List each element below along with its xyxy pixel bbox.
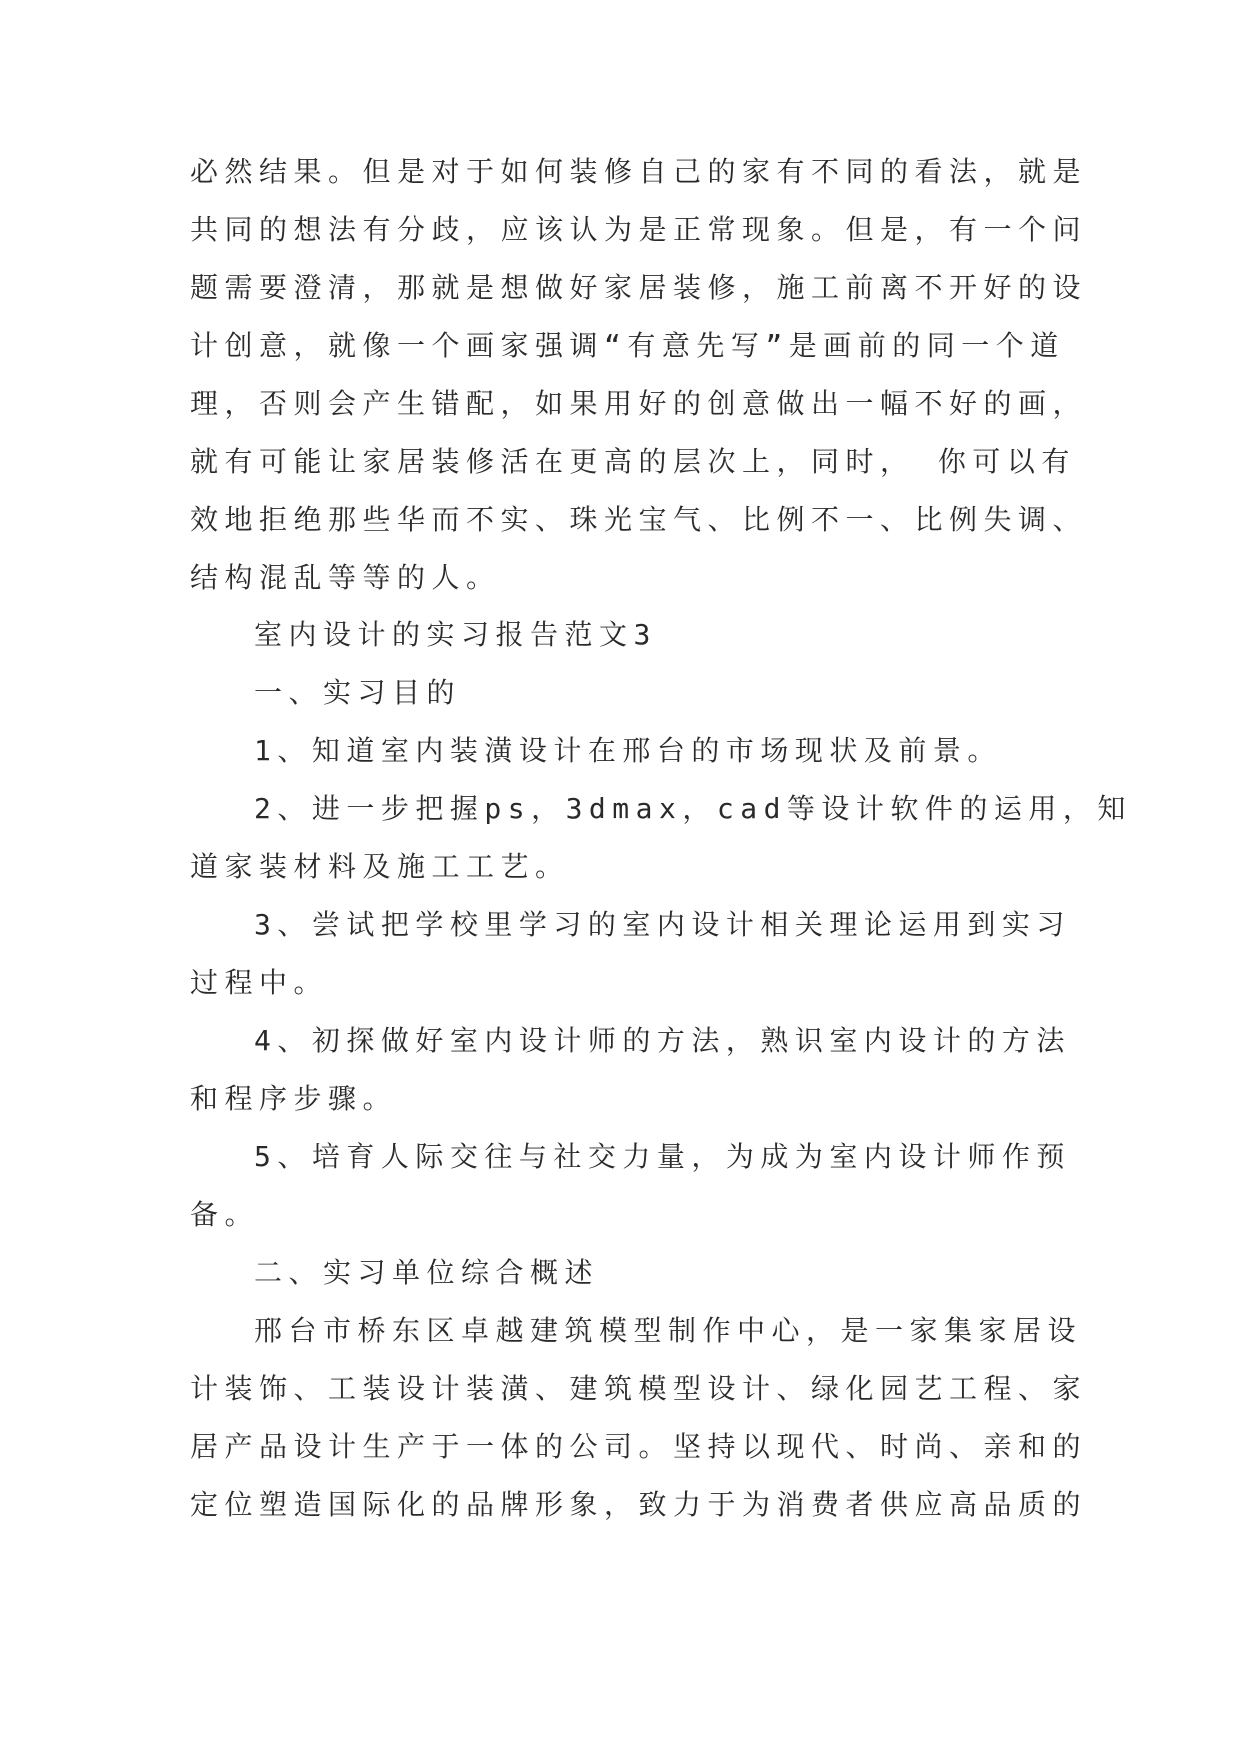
text-line: 计装饰、工装设计装潢、建筑模型设计、绿化园艺工程、家: [190, 1372, 1088, 1405]
text-line: 计创意，就像一个画家强调“有意先写”是画前的同一个道: [190, 329, 1065, 362]
section-heading: 一、实习目的: [254, 676, 462, 709]
text-line: 备。: [190, 1198, 260, 1231]
text-line: 理，否则会产生错配，如果用好的创意做出一幅不好的画，: [190, 387, 1088, 420]
text-line: 道家装材料及施工工艺。: [190, 850, 570, 883]
text-line: 居产品设计生产于一体的公司。坚持以现代、时尚、亲和的: [190, 1430, 1088, 1463]
text-line: 就有可能让家居装修活在更高的层次上，同时， 你可以有: [190, 445, 1076, 478]
list-item: 1、知道室内装潢设计在邢台的市场现状及前景。: [254, 734, 1002, 767]
text-line: 效地拒绝那些华而不实、珠光宝气、比例不一、比例失调、: [190, 503, 1088, 536]
text-line: 过程中。: [190, 966, 329, 999]
section-title: 室内设计的实习报告范文3: [254, 618, 657, 651]
text-line: 题需要澄清，那就是想做好家居装修，施工前离不开好的设: [190, 271, 1088, 304]
list-item: 3、尝试把学校里学习的室内设计相关理论运用到实习: [254, 908, 1071, 941]
text-line: 和程序步骤。: [190, 1082, 398, 1115]
list-item: 2、进一步把握ps，3dmax，cad等设计软件的运用，知: [254, 792, 1132, 825]
section-heading: 二、实习单位综合概述: [254, 1256, 600, 1289]
list-item: 5、培育人际交往与社交力量，为成为室内设计师作预: [254, 1140, 1071, 1173]
list-item: 4、初探做好室内设计师的方法，熟识室内设计的方法: [254, 1024, 1071, 1057]
paragraph-line: 邢台市桥东区卓越建筑模型制作中心，是一家集家居设: [254, 1314, 1083, 1347]
text-line: 结构混乱等等的人。: [190, 561, 501, 594]
text-line: 共同的想法有分歧，应该认为是正常现象。但是，有一个问: [190, 213, 1088, 246]
text-line: 定位塑造国际化的品牌形象，致力于为消费者供应高品质的: [190, 1488, 1088, 1521]
text-line: 必然结果。但是对于如何装修自己的家有不同的看法，就是: [190, 155, 1088, 188]
